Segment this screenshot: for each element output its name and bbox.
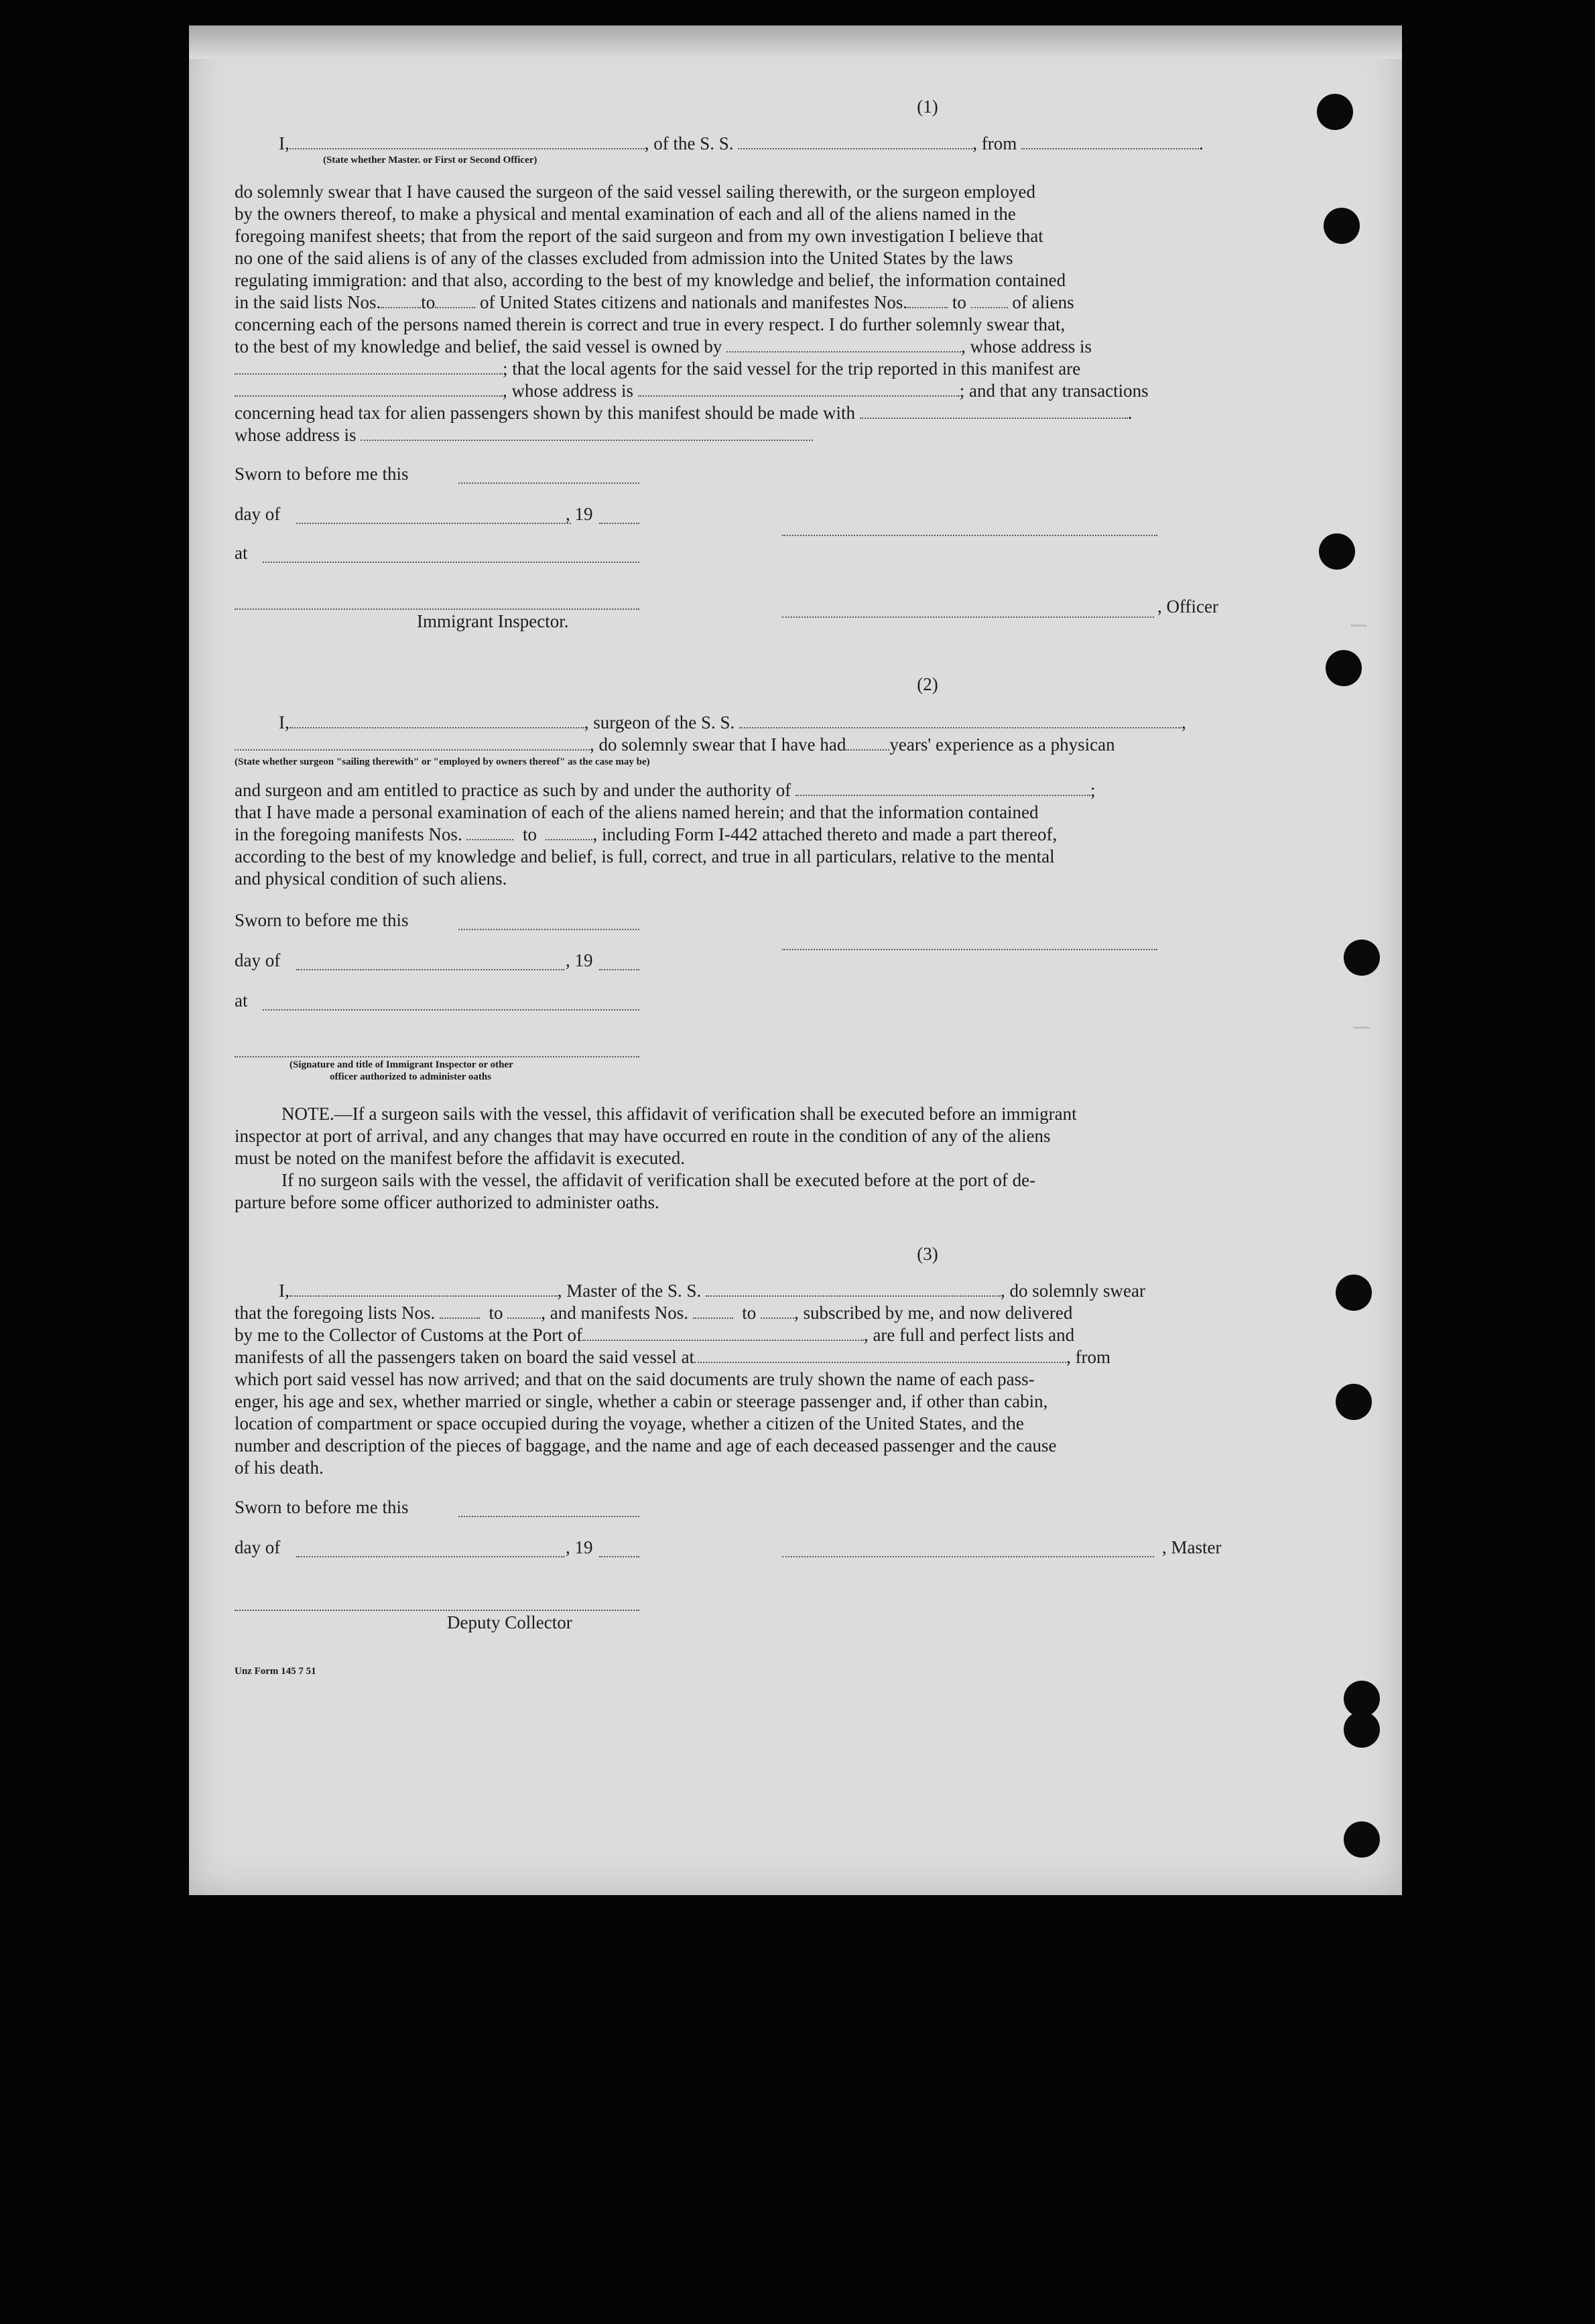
port-field[interactable] <box>582 1325 864 1341</box>
agents-address-field[interactable] <box>638 381 960 397</box>
s1-officer-signature-top[interactable] <box>782 533 1157 536</box>
s1-officer-signature[interactable] <box>782 615 1154 618</box>
s3-master-label: , Master <box>1162 1537 1222 1557</box>
master-name-field[interactable] <box>290 1281 558 1297</box>
binder-hole <box>1319 533 1355 570</box>
years-field[interactable] <box>846 734 889 751</box>
s3-year-label: , 19 <box>566 1537 593 1557</box>
s1-day-field[interactable] <box>296 521 571 524</box>
s1-line-i: I, , of the S. S. , from . <box>279 133 1204 153</box>
s1-year-field[interactable] <box>599 521 639 524</box>
s1-concerning: concerning each of the persons named therein is correct and true in every respect. I do further solemnly swear that, <box>235 314 1066 334</box>
s2-manifests: in the foregoing manifests Nos. to , including Form I-442 attached thereto and made a part thereof, <box>235 824 1058 844</box>
s3-collector: by me to the Collector of Customs at the Port of , are full and perfect lists and <box>235 1325 1075 1345</box>
s3-manifests-from-field[interactable] <box>693 1303 733 1319</box>
surgeon-status-field[interactable] <box>235 734 590 751</box>
s3-day-field[interactable] <box>296 1555 564 1557</box>
s1-officer-label: , Officer <box>1157 596 1218 617</box>
officer-note: (State whether Master. or First or Second Officer) <box>323 155 537 166</box>
s3-collector-signature[interactable] <box>235 1608 639 1611</box>
head-tax-party-field[interactable] <box>860 403 1128 419</box>
form-sheet <box>189 25 1402 1895</box>
vessel-name-field[interactable] <box>738 133 972 149</box>
manifests-to-field[interactable] <box>971 292 1008 308</box>
s2-authority: and surgeon and am entitled to practice as such by and under the authority of ; <box>235 780 1096 800</box>
s2-year-field[interactable] <box>599 968 639 970</box>
section-2-number: (2) <box>917 674 938 694</box>
binder-hole <box>1336 1384 1372 1420</box>
s3-sworn-label: Sworn to before me this <box>235 1497 409 1517</box>
deputy-collector-label: Deputy Collector <box>447 1612 572 1632</box>
binder-hole <box>1326 650 1362 686</box>
s1-at-field[interactable] <box>263 560 639 563</box>
officer-name-field[interactable] <box>290 133 645 149</box>
s2-year-label: , 19 <box>566 950 593 970</box>
scan-top-shadow <box>189 25 1402 59</box>
binder-hole <box>1317 94 1353 130</box>
edge-mark <box>1354 1027 1370 1029</box>
s2-at-field[interactable] <box>263 1008 639 1011</box>
s1-owned: to the best of my knowledge and belief, the said vessel is owned by , whose address is <box>235 336 1092 357</box>
form-number: Unz Form 145 7 51 <box>235 1666 316 1677</box>
s3-body-2: enger, his age and sex, whether married or single, whether a cabin or steerage passenger and, if other than cabin, <box>235 1391 1048 1411</box>
s1-inspector-signature[interactable] <box>235 607 639 610</box>
s1-year-label: , 19 <box>566 504 593 524</box>
edge-mark <box>1350 625 1366 627</box>
s2-inspector-signature[interactable] <box>235 1055 639 1057</box>
s3-body-3: location of compartment or space occupied during the voyage, whether a citizen of the United States, and the <box>235 1413 1024 1433</box>
note-line-1: NOTE.—If a surgeon sails with the vessel, this affidavit of verification shall be executed before an immigrant <box>281 1104 1077 1124</box>
surgeon-name-field[interactable] <box>290 712 584 728</box>
binder-hole <box>1324 208 1360 244</box>
owner-address-field[interactable] <box>235 359 503 375</box>
s2-manifests-from-field[interactable] <box>466 824 513 840</box>
s2-exam: that I have made a personal examination of each of the aliens named herein; and that the information contained <box>235 802 1039 822</box>
s3-master-signature[interactable] <box>782 1555 1154 1557</box>
s2-manifests-to-field[interactable] <box>546 824 592 840</box>
s2-day-of-label: day of <box>235 950 281 970</box>
s2-belief: according to the best of my knowledge and belief, is full, correct, and true in all particulars, relative to the mental <box>235 846 1055 866</box>
lists-from-field[interactable] <box>381 292 421 308</box>
from-port-field[interactable] <box>1021 133 1199 149</box>
s2-at-label: at <box>235 990 248 1011</box>
binder-hole <box>1344 940 1380 976</box>
surgeon-note: (State whether surgeon "sailing therewith" or "employed by owners thereof" as the case may be) <box>235 757 650 767</box>
s3-year-field[interactable] <box>599 1555 639 1557</box>
lists-to-field[interactable] <box>435 292 475 308</box>
s3-vessel-field[interactable] <box>706 1281 1001 1297</box>
head-tax-address-field[interactable] <box>361 425 813 441</box>
s2-line-i: I, , surgeon of the S. S. , <box>279 712 1186 732</box>
s2-vessel-field[interactable] <box>739 712 1182 728</box>
binder-hole <box>1336 1275 1372 1311</box>
s3-sworn-field[interactable] <box>458 1514 639 1517</box>
s3-manifests-at: manifests of all the passengers taken on board the said vessel at , from <box>235 1347 1111 1367</box>
agents-field[interactable] <box>235 381 503 397</box>
note-line-2: inspector at port of arrival, and any changes that may have occurred en route in the condition of any of the aliens <box>235 1126 1051 1146</box>
note-line-5: parture before some officer authorized to administer oaths. <box>235 1192 659 1212</box>
s3-manifests-to-field[interactable] <box>761 1303 794 1319</box>
s1-lists-line: in the said lists Nos. to of United States citizens and nationals and manifestes Nos. to of aliens <box>235 292 1074 312</box>
s1-day-of-label: day of <box>235 504 281 524</box>
note-line-3: must be noted on the manifest before the affidavit is executed. <box>235 1148 686 1168</box>
s3-lists-to-field[interactable] <box>507 1303 541 1319</box>
authority-field[interactable] <box>795 780 1090 796</box>
section-3-number: (3) <box>917 1244 938 1264</box>
s1-whose-address: , whose address is ; and that any transactions <box>235 380 1149 402</box>
section-1-number: (1) <box>917 96 938 117</box>
s1-inspector-label: Immigrant Inspector. <box>417 611 569 631</box>
s1-at-label: at <box>235 543 248 563</box>
boarding-port-field[interactable] <box>694 1347 1066 1363</box>
s2-swear-line: , do solemnly swear that I have had years' experience as a physican <box>235 734 1115 756</box>
s2-day-field[interactable] <box>296 968 564 970</box>
s1-body-1: do solemnly swear that I have caused the surgeon of the said vessel sailing therewith, or the surgeon employed <box>235 182 1035 202</box>
note-line-4: If no surgeon sails with the vessel, the affidavit of verification shall be executed before at the port of de- <box>281 1170 1036 1190</box>
binder-hole <box>1344 1821 1380 1858</box>
s3-body-5: of his death. <box>235 1458 324 1478</box>
s1-head-tax: concerning head tax for alien passengers shown by this manifest should be made with . <box>235 403 1133 423</box>
s2-sig-note-1: (Signature and title of Immigrant Inspector or other <box>290 1059 513 1070</box>
s3-line-i: I, , Master of the S. S. , do solemnly swear <box>279 1281 1145 1301</box>
owner-field[interactable] <box>726 336 961 352</box>
s2-surgeon-signature[interactable] <box>782 948 1157 950</box>
manifests-from-field[interactable] <box>907 292 948 308</box>
s1-sworn-field[interactable] <box>458 481 639 484</box>
s2-sworn-field[interactable] <box>458 927 639 930</box>
s3-day-of-label: day of <box>235 1537 281 1557</box>
s1-agents: ; that the local agents for the said vessel for the trip reported in this manifest are <box>235 358 1080 380</box>
s2-sig-note-2: officer authorized to administer oaths <box>330 1072 492 1082</box>
binder-hole <box>1344 1712 1380 1748</box>
s2-sworn-label: Sworn to before me this <box>235 910 409 930</box>
s1-body-2: by the owners thereof, to make a physical and mental examination of each and all of the aliens named in the <box>235 204 1016 224</box>
s1-body-4: no one of the said aliens is of any of the classes excluded from admission into the United States by the laws <box>235 248 1013 268</box>
s1-body-5: regulating immigration: and that also, according to the best of my knowledge and belief, the information contained <box>235 270 1066 290</box>
s3-body-4: number and description of the pieces of baggage, and the name and age of each deceased passenger and the cause <box>235 1435 1057 1456</box>
s1-whose-address-2: whose address is <box>235 424 813 446</box>
s3-body-1: which port said vessel has now arrived; and that on the said documents are truly shown the name of each pass- <box>235 1369 1035 1389</box>
s1-sworn-label: Sworn to before me this <box>235 464 409 484</box>
s1-body-3: foregoing manifest sheets; that from the report of the said surgeon and from my own investigation I believe that <box>235 226 1043 246</box>
s2-physical: and physical condition of such aliens. <box>235 868 507 889</box>
s3-lists: that the foregoing lists Nos. to , and manifests Nos. to , subscribed by me, and now delivered <box>235 1303 1073 1323</box>
s3-lists-from-field[interactable] <box>440 1303 480 1319</box>
